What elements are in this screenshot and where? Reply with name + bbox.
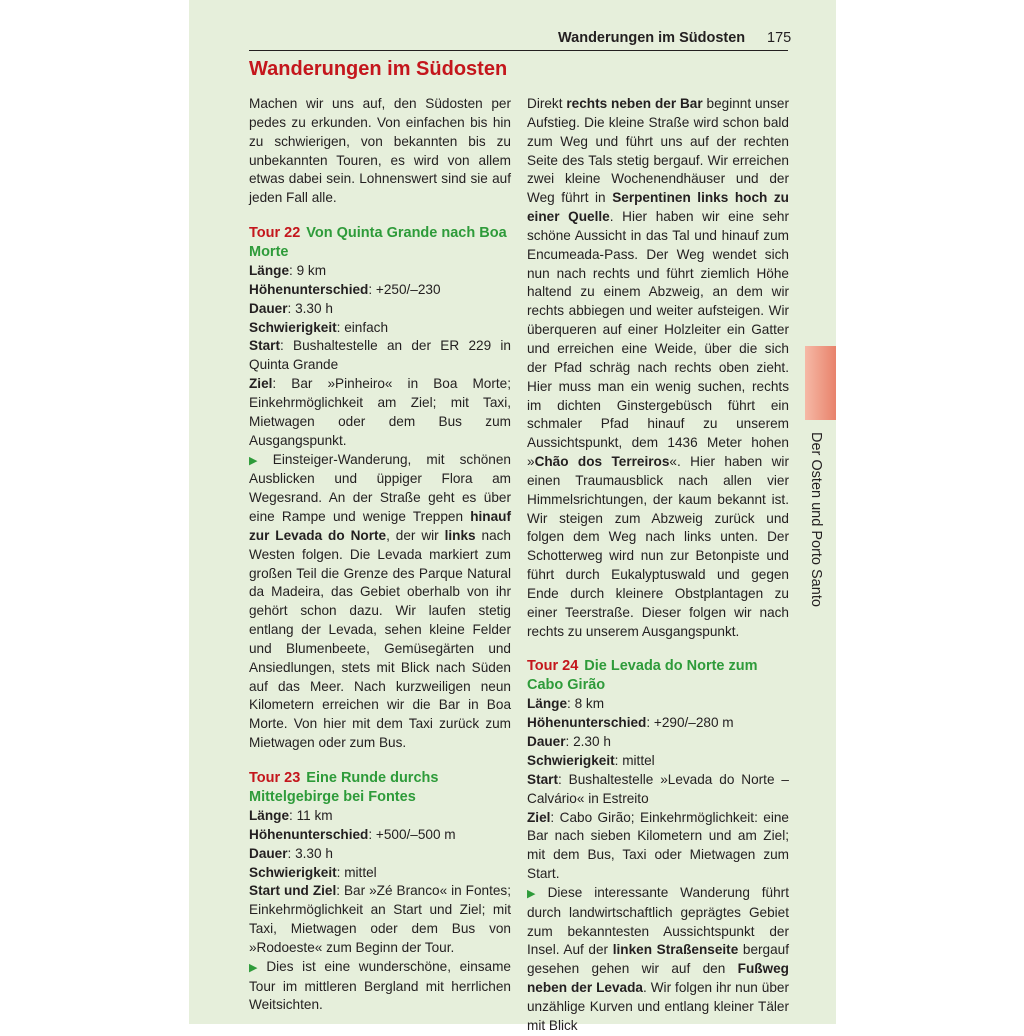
tour-24-number: Tour 24 (527, 658, 579, 675)
tour-23-heading (249, 769, 511, 807)
tour-24-goal: Ziel: Cabo Girão; Einkehrmöglichkeit: eine Bar nach sieben Kilometern und am Ziel; mit dem Bus, Taxi oder Mietwagen zum Start. (527, 809, 789, 882)
chapter-title: Wanderungen im Südosten (249, 58, 508, 80)
intro-paragraph: Machen wir uns auf, den Südosten per pedes zu erkunden. Von einfachen bis hin zu schwierigen, von bekannten bis zu unbekannten Touren, es wird von allem etwas dabei sein. Lohnenswert sind sie auf jeden Fall alle. (249, 96, 511, 206)
tour-24-title: Die Levada do Norte zum Cabo Girão (527, 658, 758, 694)
tour-24-description: ▶ Diese interessante Wanderung führt durch landwirtschaftlich geprägtes Gebiet zum bekanntesten Aussichtspunkt der Insel. Auf der linken Straßenseite bergauf gesehen gehen wir auf den Fußweg neben der Levada. Wir folgen ihr nun über unzählige Kurven und entlang kleiner Täler mit Blick (527, 884, 790, 1033)
header-rule (249, 50, 788, 51)
tour-23-start-goal: Start und Ziel: Bar »Zé Branco« in Fontes; Einkehrmöglichkeit an Start und Ziel; mit Taxi, Mietwagen oder dem Bus von »Rodoeste« zum Beginn der Tour. (249, 883, 511, 955)
tour-24-length: Länge: 8 km (527, 696, 605, 712)
tour-24-heading (527, 657, 789, 695)
tour-22-heading (249, 224, 511, 262)
running-header-title: Wanderungen im Südosten (558, 30, 746, 46)
tour-22-length: Länge: 9 km (249, 263, 327, 279)
right-column (527, 95, 789, 1036)
play-arrow-icon: ▶ (249, 454, 269, 467)
left-column (249, 95, 511, 1015)
tour-24-start: Start: Bushaltestelle »Levada do Norte – Calvário« in Estreito (527, 771, 789, 806)
tour-22-elevation: Höhenunterschied: +250/–230 (249, 281, 441, 297)
tour-22-description: ▶ Einsteiger-Wanderung, mit schönen Ausblicken und üppiger Flora am Wegesrand. An der Straße geht es über eine Rampe und wenige Treppen hinauf zur Levada do Norte, der wir links nach Westen folgen. Die Levada markiert zum großen Teil die Grenze des Parque Natural da Madeira, das Gebiet oberhalb von ihr gehört schon dazu. Wir laufen stetig entlang der Levada, sehen kleine Felder und Blumenbeete, Gemüsegärten und Ansiedlungen, stets mit Blick nach Süden auf das Meer. Nach kurzweiligen neun Kilometern erreichen wir die Bar in Boa Morte. Von hier mit dem Taxi zurück zum Mietwagen oder zum Bus. (249, 451, 511, 751)
chapter-side-label: Der Osten und Porto Santo (808, 432, 824, 607)
tour-22-duration: Dauer: 3.30 h (249, 300, 333, 316)
tour-22-goal: Ziel: Bar »Pinheiro« in Boa Morte; Einkehrmöglichkeit am Ziel; mit Taxi, Mietwagen oder dem Bus zum Ausgangspunkt. (249, 376, 511, 448)
tour-22-difficulty: Schwierigkeit: einfach (249, 319, 389, 335)
page-number: 175 (767, 30, 792, 46)
tour-24-elevation: Höhenunterschied: +290/–280 m (527, 715, 734, 731)
play-arrow-icon: ▶ (527, 887, 544, 900)
tour-24-difficulty: Schwierigkeit: mittel (527, 753, 655, 768)
tour-22-number: Tour 22 (249, 225, 301, 242)
play-arrow-icon: ▶ (249, 961, 263, 974)
tour-22-start: Start: Bushaltestelle an der ER 229 in Quinta Grande (249, 338, 511, 373)
tour-23-difficulty: Schwierigkeit: mittel (249, 864, 377, 880)
tour-24-duration: Dauer: 2.30 h (527, 734, 611, 750)
chapter-side-tab (805, 346, 836, 420)
tour-23-number: Tour 23 (249, 770, 301, 786)
tour-22-title: Von Quinta Grande nach Boa Morte (249, 225, 507, 261)
tour-23-duration: Dauer: 3.30 h (249, 845, 333, 861)
tour-23-length: Länge: 11 km (249, 808, 333, 823)
tour-23-description: ▶ Dies ist eine wunderschöne, einsame Tour im mittleren Bergland mit herrlichen Weitsichten. (249, 958, 511, 1013)
tour-23-title: Eine Runde durchs Mittelgebirge bei Fontes (249, 770, 439, 805)
tour-23-elevation: Höhenunterschied: +500/–500 m (249, 826, 456, 842)
tour-23-continued: Direkt rechts neben der Bar beginnt unser Aufstieg. Die kleine Straße wird schon bald zum Weg und führt uns auf der rechten Seite des Tals stetig bergauf. Wir erreichen zwei kleine Wochenendhäuser und der Weg führt in Serpentinen links hoch zu einer Quelle. Hier haben wir eine sehr schöne Aussicht in das Tal und hinauf zum Encumeada-Pass. Der Weg wendet sich nun nach rechts und führt ziemlich Höhe haltend zu einem Abzweig, an dem wir rechts abbiegen und weiter aufsteigen. Wir überqueren auf einer Holzleiter ein Gatter und erreichen eine Weide, über die sich der Pfad schräg nach rechts oben zieht. Hier muss man ein wenig suchen, rechts im dichten Ginstergebüsch führt ein schmaler Pfad hinauf zu unserem Aussichtspunkt, dem 1436 Meter hohen »Chão dos Terreiros«. Hier haben wir einen Traumausblick nach allen vier Himmelsrichtungen, der kaum bekannt ist. Wir steigen zum Abzweig zurück und folgen dem Weg nach links unten. Der Schotterweg wird nun zur Betonpiste und führt durch Eukalyptuswald und gegen Ende durch kleinere Obstplantagen zu einer Teerstraße. Dieser folgen wir nach rechts zu unserem Ausgangspunkt. (527, 96, 790, 639)
